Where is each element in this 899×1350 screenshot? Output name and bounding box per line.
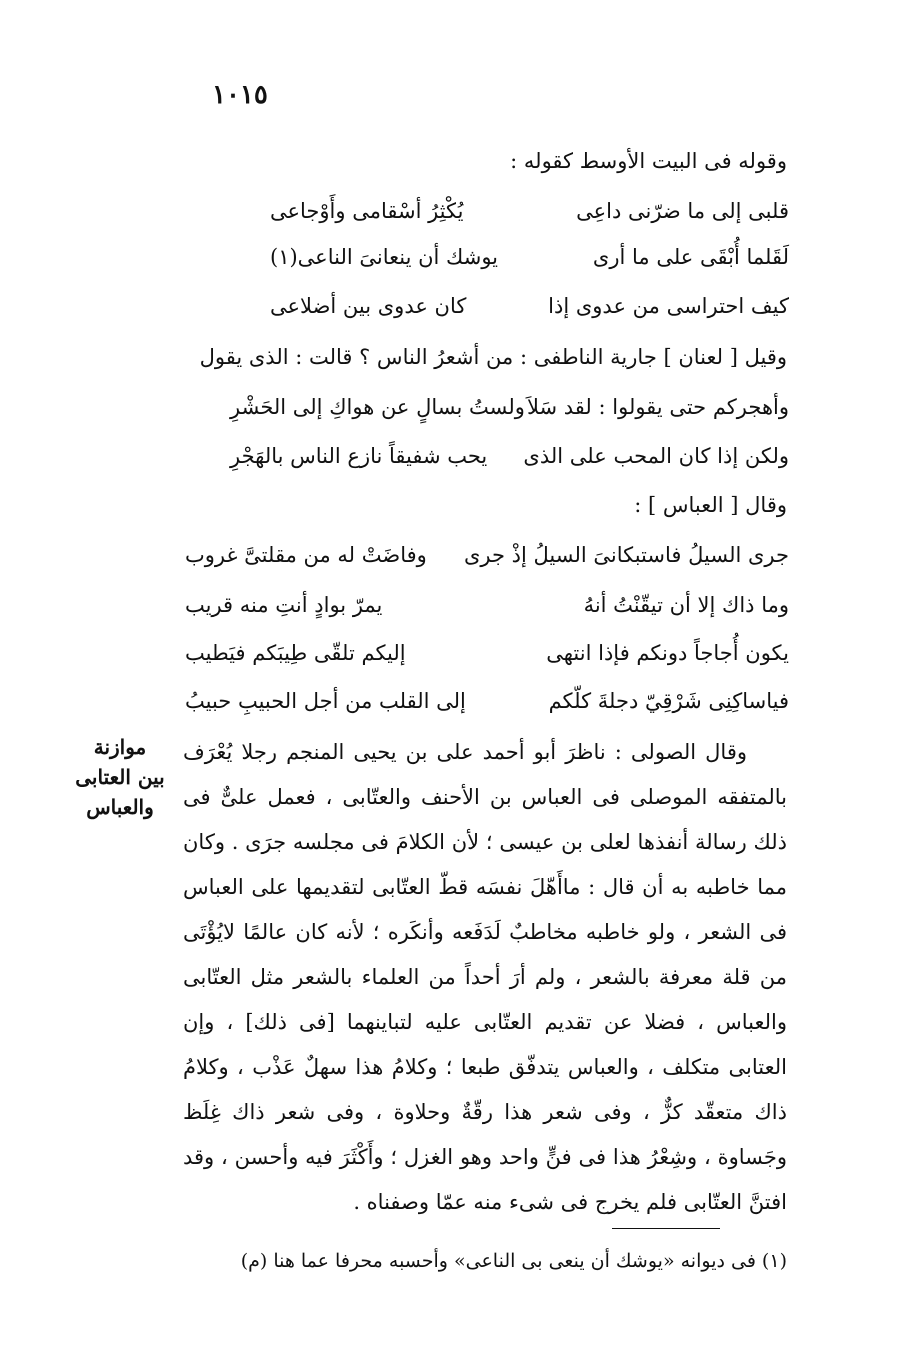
margin-note-line: بين العتابى	[75, 765, 165, 789]
verse-second-hemistich: كان عدوى بين أضلاعى	[270, 294, 467, 318]
verse-second-hemistich: وفاضَتْ له من مقلتىَّ غروب	[185, 543, 427, 567]
verse-row	[270, 291, 789, 321]
margin-note-line: والعباس	[86, 795, 154, 819]
verse-first-hemistich: كيف احتراسى من عدوى إذا	[548, 294, 789, 318]
verse-second-hemistich: ولستُ بسالٍ عن هواكِ إلى الحَشْرِ	[230, 395, 525, 419]
verse-first-hemistich: ولكن إذا كان المحب على الذى	[523, 444, 789, 468]
prose-text: وقال الصولى : ناظرَ أبو أحمد على بن يحيى المنجم رجلا يُعْرَف بالمتفقه الموصلى فى العباس بن الأحنف والعتّابى ، فعمل علىٌّ فى ذلك رسالة أنفذها لعلى بن عيسى ؛ لأن الكلامَ فى مجلسه جرَى . وكان مما خاطبه به أن قال : ماأَهّلَ نفسَه قطّ العتّابى لتقديمها على العباس فى الشعر ، ولو خاطبه مخاطبٌ لَدَفَعه وأنكَره ؛ لأنه كان عالمًا لايُؤْتَى من قلة معرفة بالشعر ، ولم أرَ أحداً من العلماء بالشعر مثل العتّابى والعباس ، فضلا عن تقديم العتّابى عليه لتباينهما [فى ذلك] ، وإن العتابى متكلف ، والعباس يتدفّق طبعا ؛ وكلامُ هذا سهلٌ عَذْب ، وكلامُ ذاك متعقّد كزٌّ ، وفى شعر هذا رقّةٌ وحلاوة ، وفى شعر ذاك غِلَظ وجَساوة ، وشِعْرُ هذا فى فنٍّ واحد وهو الغزل ؛ وأَكْثَرَ فيه وأحسن ، وقد افتنَّ العتّابى فلم يخرج فى شىء منه عمّا وصفناه .	[183, 740, 787, 1214]
prose-paragraph	[183, 730, 787, 1225]
verse-second-hemistich: إليكم تلقّى طِيبَكم فيَطيب	[185, 641, 406, 665]
intro-line-1: وقوله فى البيت الأوسط كقوله :	[510, 149, 787, 173]
verse-row	[230, 441, 789, 471]
intro-line-3: وقال [ العباس ] :	[634, 493, 787, 517]
verse-row	[270, 242, 789, 272]
verse-first-hemistich: جرى السيلُ فاستبكانىَ السيلُ إذْ جرى	[463, 543, 789, 567]
verse-row	[185, 540, 789, 570]
verse-first-hemistich: وأهجركم حتى يقولوا : لقد سَلاَ	[526, 395, 789, 419]
verse-first-hemistich: لَقَلما أُبْقَى على ما أرى	[592, 245, 789, 269]
verse-second-hemistich: يحب شفيقاً نازع الناس بالهَجْرِ	[230, 444, 488, 468]
footnote-divider	[612, 1228, 720, 1229]
page-number: ١٠١٥	[212, 80, 268, 110]
verse-second-hemistich: يُكْثِرُ أسْقامى وأَوْجاعى	[270, 199, 464, 223]
verse-row	[185, 686, 789, 716]
margin-note-line: موازنة	[93, 735, 147, 759]
verse-first-hemistich: فياساكِنِى شَرْقِيّ دجلةَ كلّكم	[548, 689, 789, 713]
margin-note	[60, 732, 180, 822]
verse-row	[270, 196, 789, 226]
verse-row	[185, 638, 789, 668]
verse-first-hemistich: قلبى إلى ما ضرّنى داعِى	[576, 199, 789, 223]
footnote: (١) فى ديوانه «يوشك أن ينعى بى الناعى» وأحسبه محرفا عما هنا (م)	[240, 1250, 787, 1272]
verse-row	[185, 590, 789, 620]
verse-first-hemistich: وما ذاك إلا أن تيقّنْتُ أنهُ	[583, 593, 789, 617]
verse-second-hemistich: إلى القلب من أجل الحبيبِ حبيبُ	[185, 689, 466, 713]
verse-second-hemistich: يمرّ بوادٍ أنتِ منه قريب	[185, 593, 383, 617]
verse-first-hemistich: يكون أُجاجاً دونكم فإذا انتهى	[546, 641, 789, 665]
intro-line-2: وقيل [ لعنان ] جارية الناطفى : من أشعرُ الناس ؟ قالت : الذى يقول	[199, 345, 787, 369]
verse-row	[230, 392, 789, 422]
verse-second-hemistich: يوشك أن ينعانىَ الناعى(١)	[270, 245, 499, 269]
